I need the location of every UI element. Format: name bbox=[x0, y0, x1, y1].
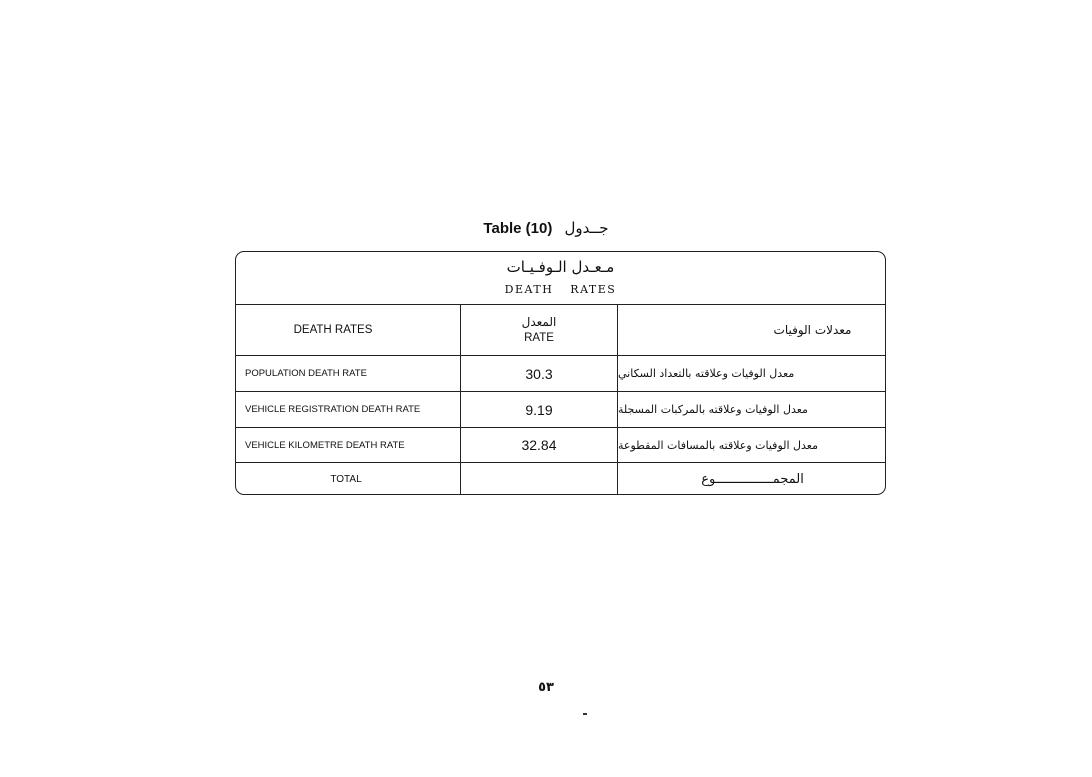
table-row bbox=[236, 428, 885, 463]
table-row bbox=[236, 356, 885, 392]
row-value: 32.84 bbox=[461, 428, 618, 462]
column-header-rate-ar: المعدل bbox=[521, 315, 557, 329]
table-header-band bbox=[236, 252, 885, 305]
page-number: ٥٣ bbox=[538, 680, 554, 695]
column-header-ar: معدلات الوفيات bbox=[773, 322, 852, 337]
row-label-ar: معدل الوفيات وعلاقته بالمسافات المقطوعة bbox=[618, 438, 818, 452]
row-label-en: VEHICLE REGISTRATION DEATH RATE bbox=[236, 392, 461, 427]
table-title-ar: جــدول bbox=[564, 219, 609, 237]
total-row bbox=[236, 463, 885, 495]
table-row bbox=[236, 392, 885, 428]
column-header-row bbox=[236, 304, 885, 356]
table-heading-en: DEATH RATES bbox=[504, 283, 617, 296]
total-label-en: TOTAL bbox=[236, 463, 461, 495]
total-value bbox=[461, 463, 618, 495]
page-mark bbox=[583, 713, 587, 715]
column-header-rate bbox=[461, 304, 618, 355]
row-label-en: POPULATION DEATH RATE bbox=[236, 356, 461, 391]
row-value: 9.19 bbox=[461, 392, 618, 427]
total-label-ar: المجمـــــــــــــــوع bbox=[701, 472, 804, 487]
row-value: 30.3 bbox=[461, 356, 618, 391]
table-heading-ar: مـعـدل الـوفـيـات bbox=[506, 258, 615, 276]
death-rates-table bbox=[235, 251, 886, 495]
column-header-rate-en: RATE bbox=[524, 332, 554, 344]
row-label-en: VEHICLE KILOMETRE DEATH RATE bbox=[236, 428, 461, 462]
table-title bbox=[0, 219, 1092, 237]
row-label-ar: معدل الوفيات وعلاقته بالتعداد السكاني bbox=[618, 367, 795, 380]
table-title-en: Table (10) bbox=[483, 220, 553, 237]
column-header-en: DEATH RATES bbox=[236, 304, 461, 355]
row-label-ar: معدل الوفيات وعلاقته بالمركبات المسجلة bbox=[618, 403, 808, 416]
